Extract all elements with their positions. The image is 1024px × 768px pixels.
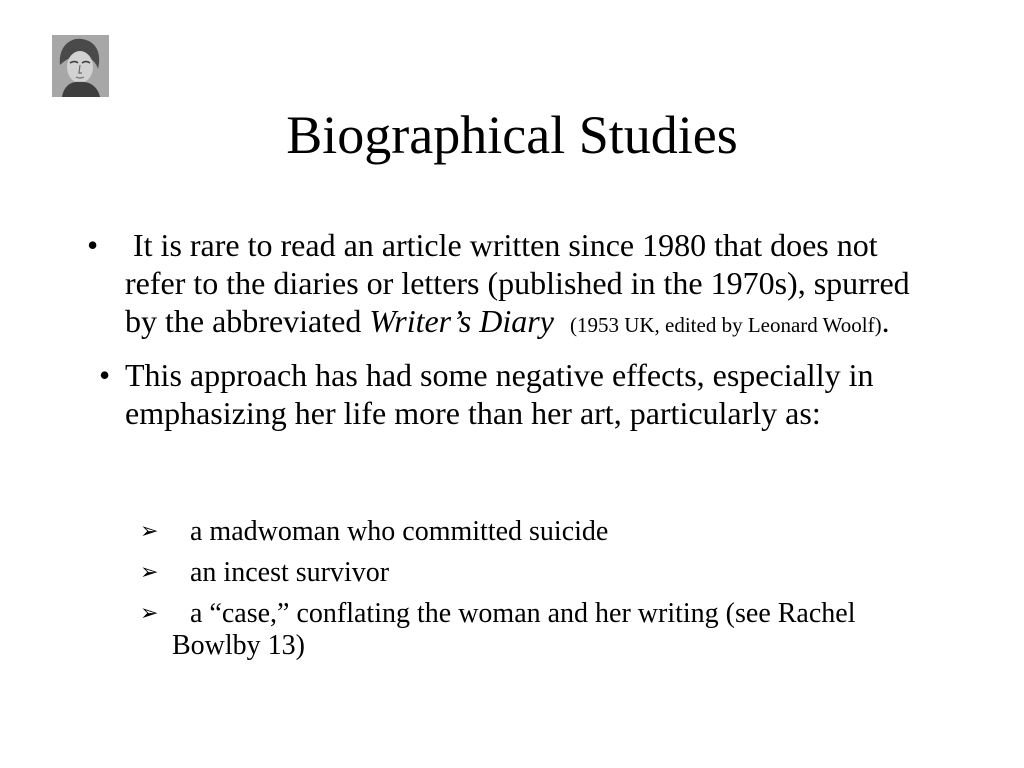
portrait-icon <box>52 35 109 97</box>
bullet-list <box>0 226 1024 432</box>
bullet-text: This approach has had some negative effects, especially in emphasizing her life more than her art, particularly as: <box>125 357 874 431</box>
bullet-item-diaries <box>0 226 935 344</box>
slide-title: Biographical Studies <box>286 105 738 165</box>
arrow-bullet-icon: ➢ <box>140 601 159 626</box>
sub-bullet-item: ➢ an incest survivor <box>140 557 390 588</box>
arrow-bullet-icon: ➢ <box>140 519 159 544</box>
bullet-dot-icon: • <box>99 357 111 393</box>
sub-bullet-list <box>0 516 1024 662</box>
author-portrait-image <box>52 35 109 97</box>
sub-bullet-item: ➢ a “case,” conflating the woman and her writing (see Rachel Bowlby 13) <box>140 598 856 661</box>
arrow-bullet-icon: ➢ <box>140 560 159 585</box>
sub-bullet-item: ➢ a madwoman who committed suicide <box>140 516 609 547</box>
bullet-text: It is rare to read an article written since 1980 that does not refer to the diaries or letters (published in the 1970s), spurred by the abbreviated Writer’s Diary (1953 UK, edited by Leonard Woolf). <box>125 227 910 339</box>
book-title: Writer’s Diary <box>369 303 554 339</box>
bullet-dot-icon: • <box>87 227 99 263</box>
bullet-item-negative-effects <box>0 356 935 432</box>
book-details: (1953 UK, edited by Leonard Woolf) <box>569 313 882 337</box>
